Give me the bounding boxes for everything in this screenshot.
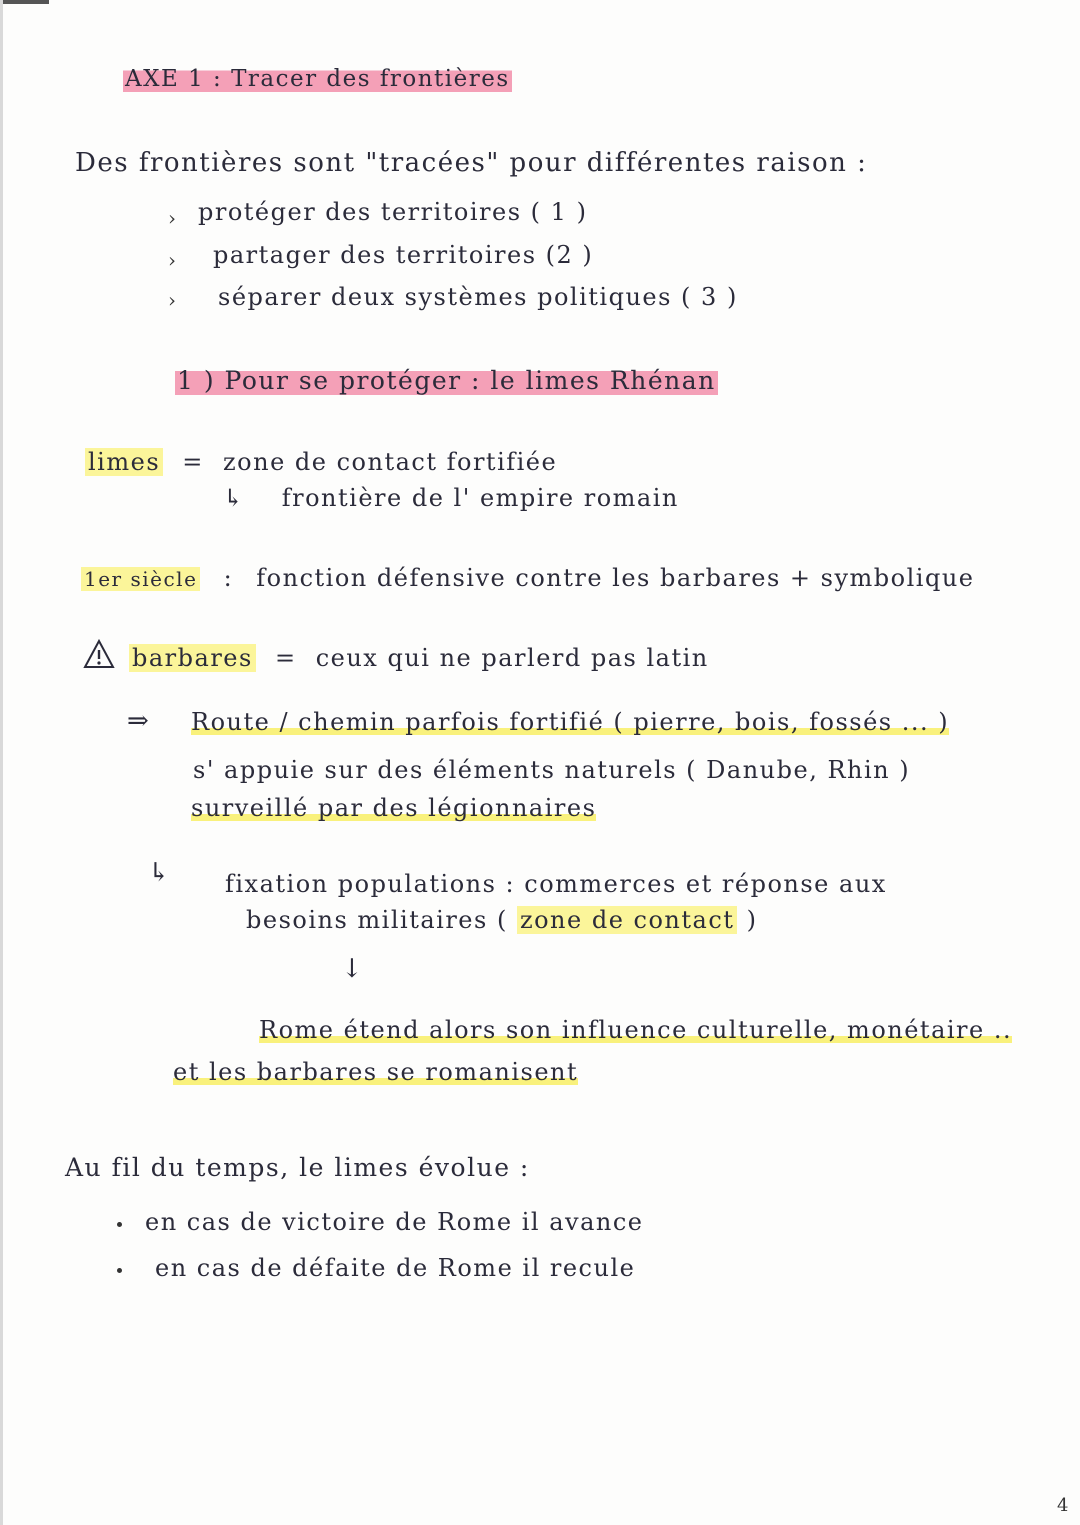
bullet-dot — [117, 1222, 122, 1227]
warning-icon — [83, 639, 115, 669]
reason-item: protéger des territoires ( 1 ) — [198, 198, 588, 226]
siecle-line — [81, 566, 975, 590]
zone-contact-highlight: zone de contact — [517, 906, 737, 934]
fixation-line: fixation populations : commerces et réponse aux — [225, 870, 887, 898]
hook-arrow-icon: ↳ — [223, 484, 245, 512]
barbares-text: ceux qui ne parlerd pas latin — [315, 644, 709, 672]
page-corner-mark — [3, 0, 49, 4]
colon: : — [223, 564, 234, 592]
limes-term: limes — [85, 448, 163, 476]
bullet-dot — [117, 1268, 122, 1273]
feature-line: surveillé par des légionnaires — [191, 794, 597, 822]
hook-arrow-icon: ↳ — [148, 858, 172, 888]
evolution-item: en cas de défaite de Rome il recule — [155, 1254, 636, 1282]
limes-sub-text: frontière de l' empire romain — [281, 484, 679, 512]
evolution-item: en cas de victoire de Rome il avance — [145, 1208, 644, 1236]
siecle-text: fonction défensive contre les barbares + symbolique — [256, 564, 975, 592]
siecle-term: 1er siècle — [81, 567, 200, 591]
romanisent-line: et les barbares se romanisent — [173, 1058, 579, 1086]
section-title: 1 ) Pour se protéger : le limes Rhénan — [177, 366, 716, 395]
reason-marker: › — [168, 288, 176, 312]
limes-definition — [85, 450, 557, 474]
barbares-term: barbares — [129, 644, 256, 672]
down-arrow-icon: ↓ — [341, 954, 365, 984]
reason-marker: › — [168, 206, 176, 230]
evolution-line: Au fil du temps, le limes évolue : — [65, 1153, 530, 1182]
rome-line: Rome étend alors son influence culturelle, monétaire .. — [259, 1016, 1013, 1044]
double-arrow-icon: ⇒ — [127, 706, 151, 736]
feature-line: s' appuie sur des éléments naturels ( Danube, Rhin ) — [193, 756, 911, 784]
reason-item: partager des territoires (2 ) — [213, 241, 594, 269]
page-number: 4 — [1057, 1495, 1069, 1516]
intro-line: Des frontières sont "tracées" pour différentes raison : — [75, 148, 868, 178]
page-heading — [123, 68, 512, 91]
equals-sign: = — [274, 644, 297, 672]
fixation-line-2: besoins militaires ( zone de contact ) — [246, 906, 758, 934]
equals-sign: = — [182, 448, 204, 476]
barbares-line — [129, 646, 709, 670]
reason-marker: › — [168, 248, 176, 272]
limes-subline — [223, 486, 679, 510]
feature-line: Route / chemin parfois fortifié ( pierre, bois, fossés ... ) — [191, 708, 950, 736]
limes-def-text: zone de contact fortifiée — [223, 448, 558, 476]
reason-item: séparer deux systèmes politiques ( 3 ) — [218, 283, 738, 311]
heading-title: AXE 1 : Tracer des frontières — [125, 66, 510, 92]
